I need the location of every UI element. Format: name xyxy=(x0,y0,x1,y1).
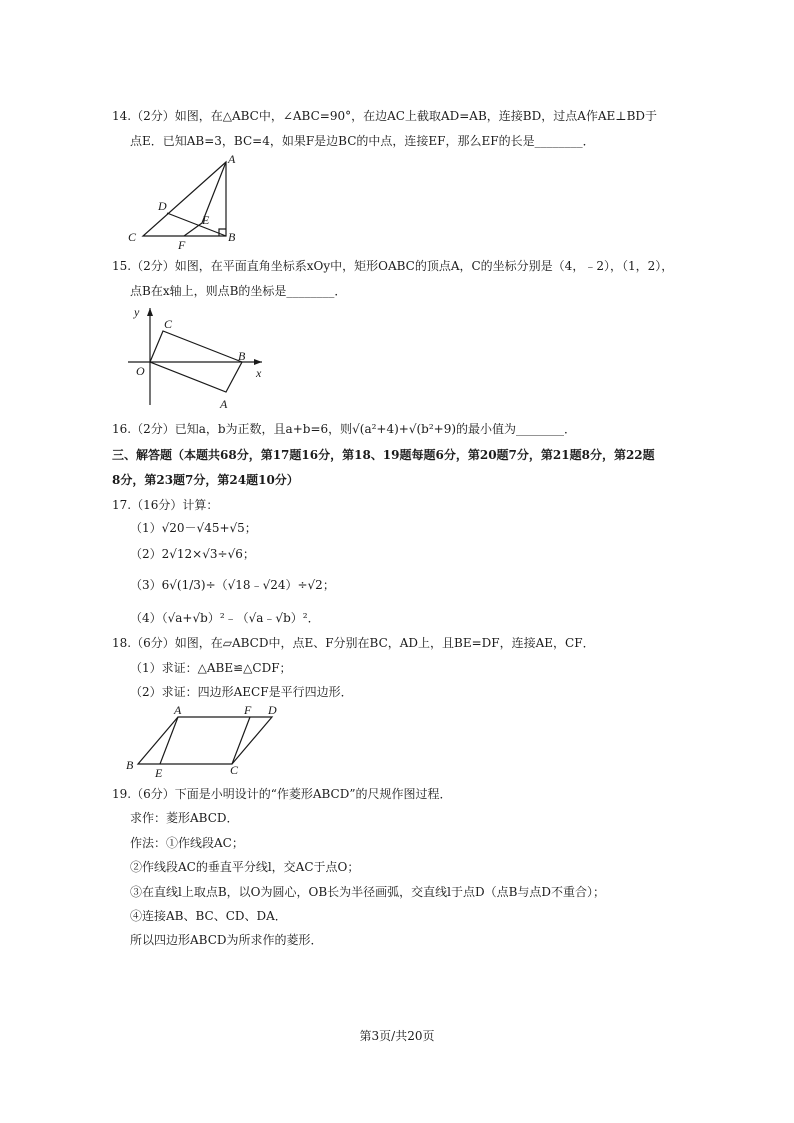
q18-item-2: （2）求证：四边形AECF是平行四边形． xyxy=(130,685,353,699)
q18-segment-cf xyxy=(232,717,250,764)
q19-line-1: 求作：菱形ABCD． xyxy=(130,811,239,825)
q19-line-5: ④连接AB、BC、CD、DA． xyxy=(130,909,287,923)
q15-y-axis-arrow-icon xyxy=(147,308,153,316)
q18-label-c: C xyxy=(230,763,239,777)
q15-label-x: x xyxy=(256,366,262,380)
q18-label-a: A xyxy=(174,703,182,717)
q19-line-4: ③在直线l上取点B，以O为圆心，OB长为半径画弧，交直线l于点D（点B与点D不重合）； xyxy=(130,885,606,899)
q18-title: 18.（6分）如图，在▱ABCD中，点E、F分别在BC，AD上，且BE=DF，连接AE，CF． xyxy=(112,636,595,650)
q14-segment-ef xyxy=(184,223,202,236)
q14-text-line2: 点E．已知AB=3，BC=4，如果F是边BC的中点，连接EF，那么EF的长是________． xyxy=(130,134,595,148)
q14-label-b: B xyxy=(228,230,236,244)
section3-heading-line2: 8分，第23题7分，第24题10分） xyxy=(112,473,299,487)
q15-text-line2: 点B在x轴上，则点B的坐标是________． xyxy=(130,284,347,298)
q14-text-line1: 14.（2分）如图，在△ABC中，∠ABC=90°，在边AC上截取AD=AB，连接BD，过点A作AE⊥BD于 xyxy=(112,109,658,123)
q18-label-d: D xyxy=(268,703,277,717)
q16-text: 16.（2分）已知a，b为正数，且a+b=6，则√(a²+4)+√(b²+9)的最小值为________． xyxy=(112,422,577,436)
q19-title: 19.（6分）下面是小明设计的“作菱形ABCD”的尺规作图过程． xyxy=(112,787,452,801)
page-footer: 第3页/共20页 xyxy=(359,1029,435,1043)
q14-label-c: C xyxy=(128,230,137,244)
q14-label-f: F xyxy=(178,238,186,252)
q14-label-a: A xyxy=(228,152,236,166)
q15-text-line1: 15.（2分）如图，在平面直角坐标系xOy中，矩形OABC的顶点A，C的坐标分别是（4，﹣2），（1，2）， xyxy=(112,259,674,273)
q17-item-3: （3）6√(1/3)÷（√18﹣√24）÷√2； xyxy=(130,578,335,592)
q19-line-3: ②作线段AC的垂直平分线l，交AC于点O； xyxy=(130,860,360,874)
q18-parallelogram-abcd xyxy=(138,717,272,764)
q14-label-d: D xyxy=(158,199,167,213)
q18-segment-ae xyxy=(160,717,178,764)
q17-title: 17.（16分）计算： xyxy=(112,498,219,512)
q15-label-b: B xyxy=(238,349,246,363)
q14-segment-bd xyxy=(167,213,226,236)
q18-label-f: F xyxy=(244,703,252,717)
q18-item-1: （1）求证：△ABE≌△CDF； xyxy=(130,661,292,675)
q14-triangle-figure xyxy=(120,150,250,250)
q14-triangle-abc xyxy=(143,162,226,236)
q15-coordinate-figure xyxy=(120,300,270,415)
q18-label-e: E xyxy=(155,766,163,780)
section3-heading-line1: 三、解答题（本题共68分，第17题16分，第18、19题每题6分，第20题7分，第21题8分，第22题 xyxy=(112,448,655,462)
q15-label-y: y xyxy=(134,305,140,319)
q15-label-o: O xyxy=(136,364,145,378)
q17-item-2: （2）2√12×√3÷√6； xyxy=(130,547,255,561)
q18-parallelogram-figure xyxy=(122,702,292,782)
q19-line-6: 所以四边形ABCD为所求作的菱形． xyxy=(130,933,323,947)
q17-item-1: （1）√20－√45+√5； xyxy=(130,521,257,535)
q17-item-4: （4）（√a+√b）²﹣（√a﹣√b）²． xyxy=(130,611,320,625)
q14-label-e: E xyxy=(202,213,210,227)
q15-label-c: C xyxy=(164,317,173,331)
q15-x-axis-arrow-icon xyxy=(254,359,262,365)
q18-label-b: B xyxy=(126,758,134,772)
q15-label-a: A xyxy=(220,397,228,411)
q19-line-2: 作法：①作线段AC； xyxy=(130,836,244,850)
